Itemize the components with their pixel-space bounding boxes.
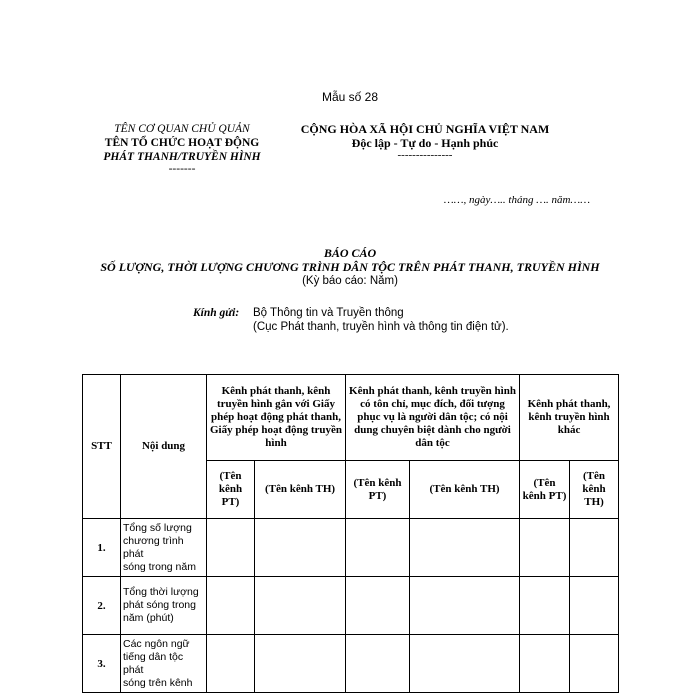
header-group-licensed-channels: Kênh phát thanh, kênh truyền hình gắn với Giấy phép hoạt động phát thanh, Giấy phép hoạt động truyền hình [207,375,346,461]
row-number: 3. [83,635,121,693]
subheader-tv-1: (Tên kênh TH) [255,461,346,519]
table-row [83,635,619,693]
data-cell[interactable] [570,577,619,635]
header-group-ethnic-channels: Kênh phát thanh, kênh truyền hình có tôn chỉ, mục đích, đối tượng phục vụ là người dân tộc; có nội dung chuyên biệt dành cho người dân tộc [346,375,520,461]
data-cell[interactable] [346,577,410,635]
subheader-radio-3: (Tên kênh PT) [520,461,570,519]
subheader-radio-1: (Tên kênh PT) [207,461,255,519]
org-name-line2: PHÁT THANH/TRUYỀN HÌNH [103,151,261,163]
data-cell[interactable] [207,577,255,635]
row-number: 2. [83,577,121,635]
data-cell[interactable] [570,635,619,693]
data-cell[interactable] [520,577,570,635]
recipient-block [193,306,509,334]
data-cell[interactable] [410,635,520,693]
data-cell[interactable] [207,519,255,577]
header-stt: STT [83,375,121,519]
issuer-header [92,122,272,174]
header-content: Nội dung [121,375,207,519]
data-cell[interactable] [207,635,255,693]
recipient-line1: Bộ Thông tin và Truyền thông [253,307,404,319]
title-line1: BÁO CÁO [323,246,377,260]
subheader-radio-2: (Tên kênh PT) [346,461,410,519]
row-content: Các ngôn ngữ tiếng dân tộc phát sóng trên kênh [121,635,207,693]
subheader-tv-3: (Tên kênh TH) [570,461,619,519]
recipient-line2: (Cục Phát thanh, truyền hình và thông tin điện tử). [253,321,509,333]
org-name-line1: TÊN TỔ CHỨC HOẠT ĐỘNG [104,137,260,149]
report-table [82,374,619,693]
national-motto: Độc lập - Tự do - Hạnh phúc [351,136,499,150]
row-content: Tổng số lượng chương trình phát sóng trong năm [121,519,207,577]
recipient-label: Kính gửi: [193,307,240,319]
subheader-tv-2: (Tên kênh TH) [410,461,520,519]
title-line2: SỐ LƯỢNG, THỜI LƯỢNG CHƯƠNG TRÌNH DÂN TỘC TRÊN PHÁT THANH, TRUYỀN HÌNH [100,260,600,274]
data-cell[interactable] [255,577,346,635]
data-cell[interactable] [255,519,346,577]
agency-name: TÊN CƠ QUAN CHỦ QUẢN [114,123,250,135]
row-number: 1. [83,519,121,577]
data-cell[interactable] [346,519,410,577]
left-divider: ------- [168,163,196,175]
national-header [290,122,560,160]
report-title [0,246,700,288]
data-cell[interactable] [570,519,619,577]
data-cell[interactable] [346,635,410,693]
form-number: Mẫu số 28 [321,90,379,104]
header-group-other-channels: Kênh phát thanh, kênh truyền hình khác [520,375,619,461]
data-cell[interactable] [520,519,570,577]
data-cell[interactable] [255,635,346,693]
data-cell[interactable] [520,635,570,693]
row-content: Tổng thời lượng phát sóng trong năm (phút) [121,577,207,635]
data-cell[interactable] [410,519,520,577]
table-row [83,519,619,577]
date-line: ……, ngày….. tháng …. năm…… [443,194,590,206]
table-row [83,577,619,635]
country-name: CỘNG HÒA XÃ HỘI CHỦ NGHĨA VIỆT NAM [300,122,550,136]
right-divider: --------------- [397,149,453,161]
reporting-period: (Kỳ báo cáo: Năm) [302,275,398,287]
data-cell[interactable] [410,577,520,635]
